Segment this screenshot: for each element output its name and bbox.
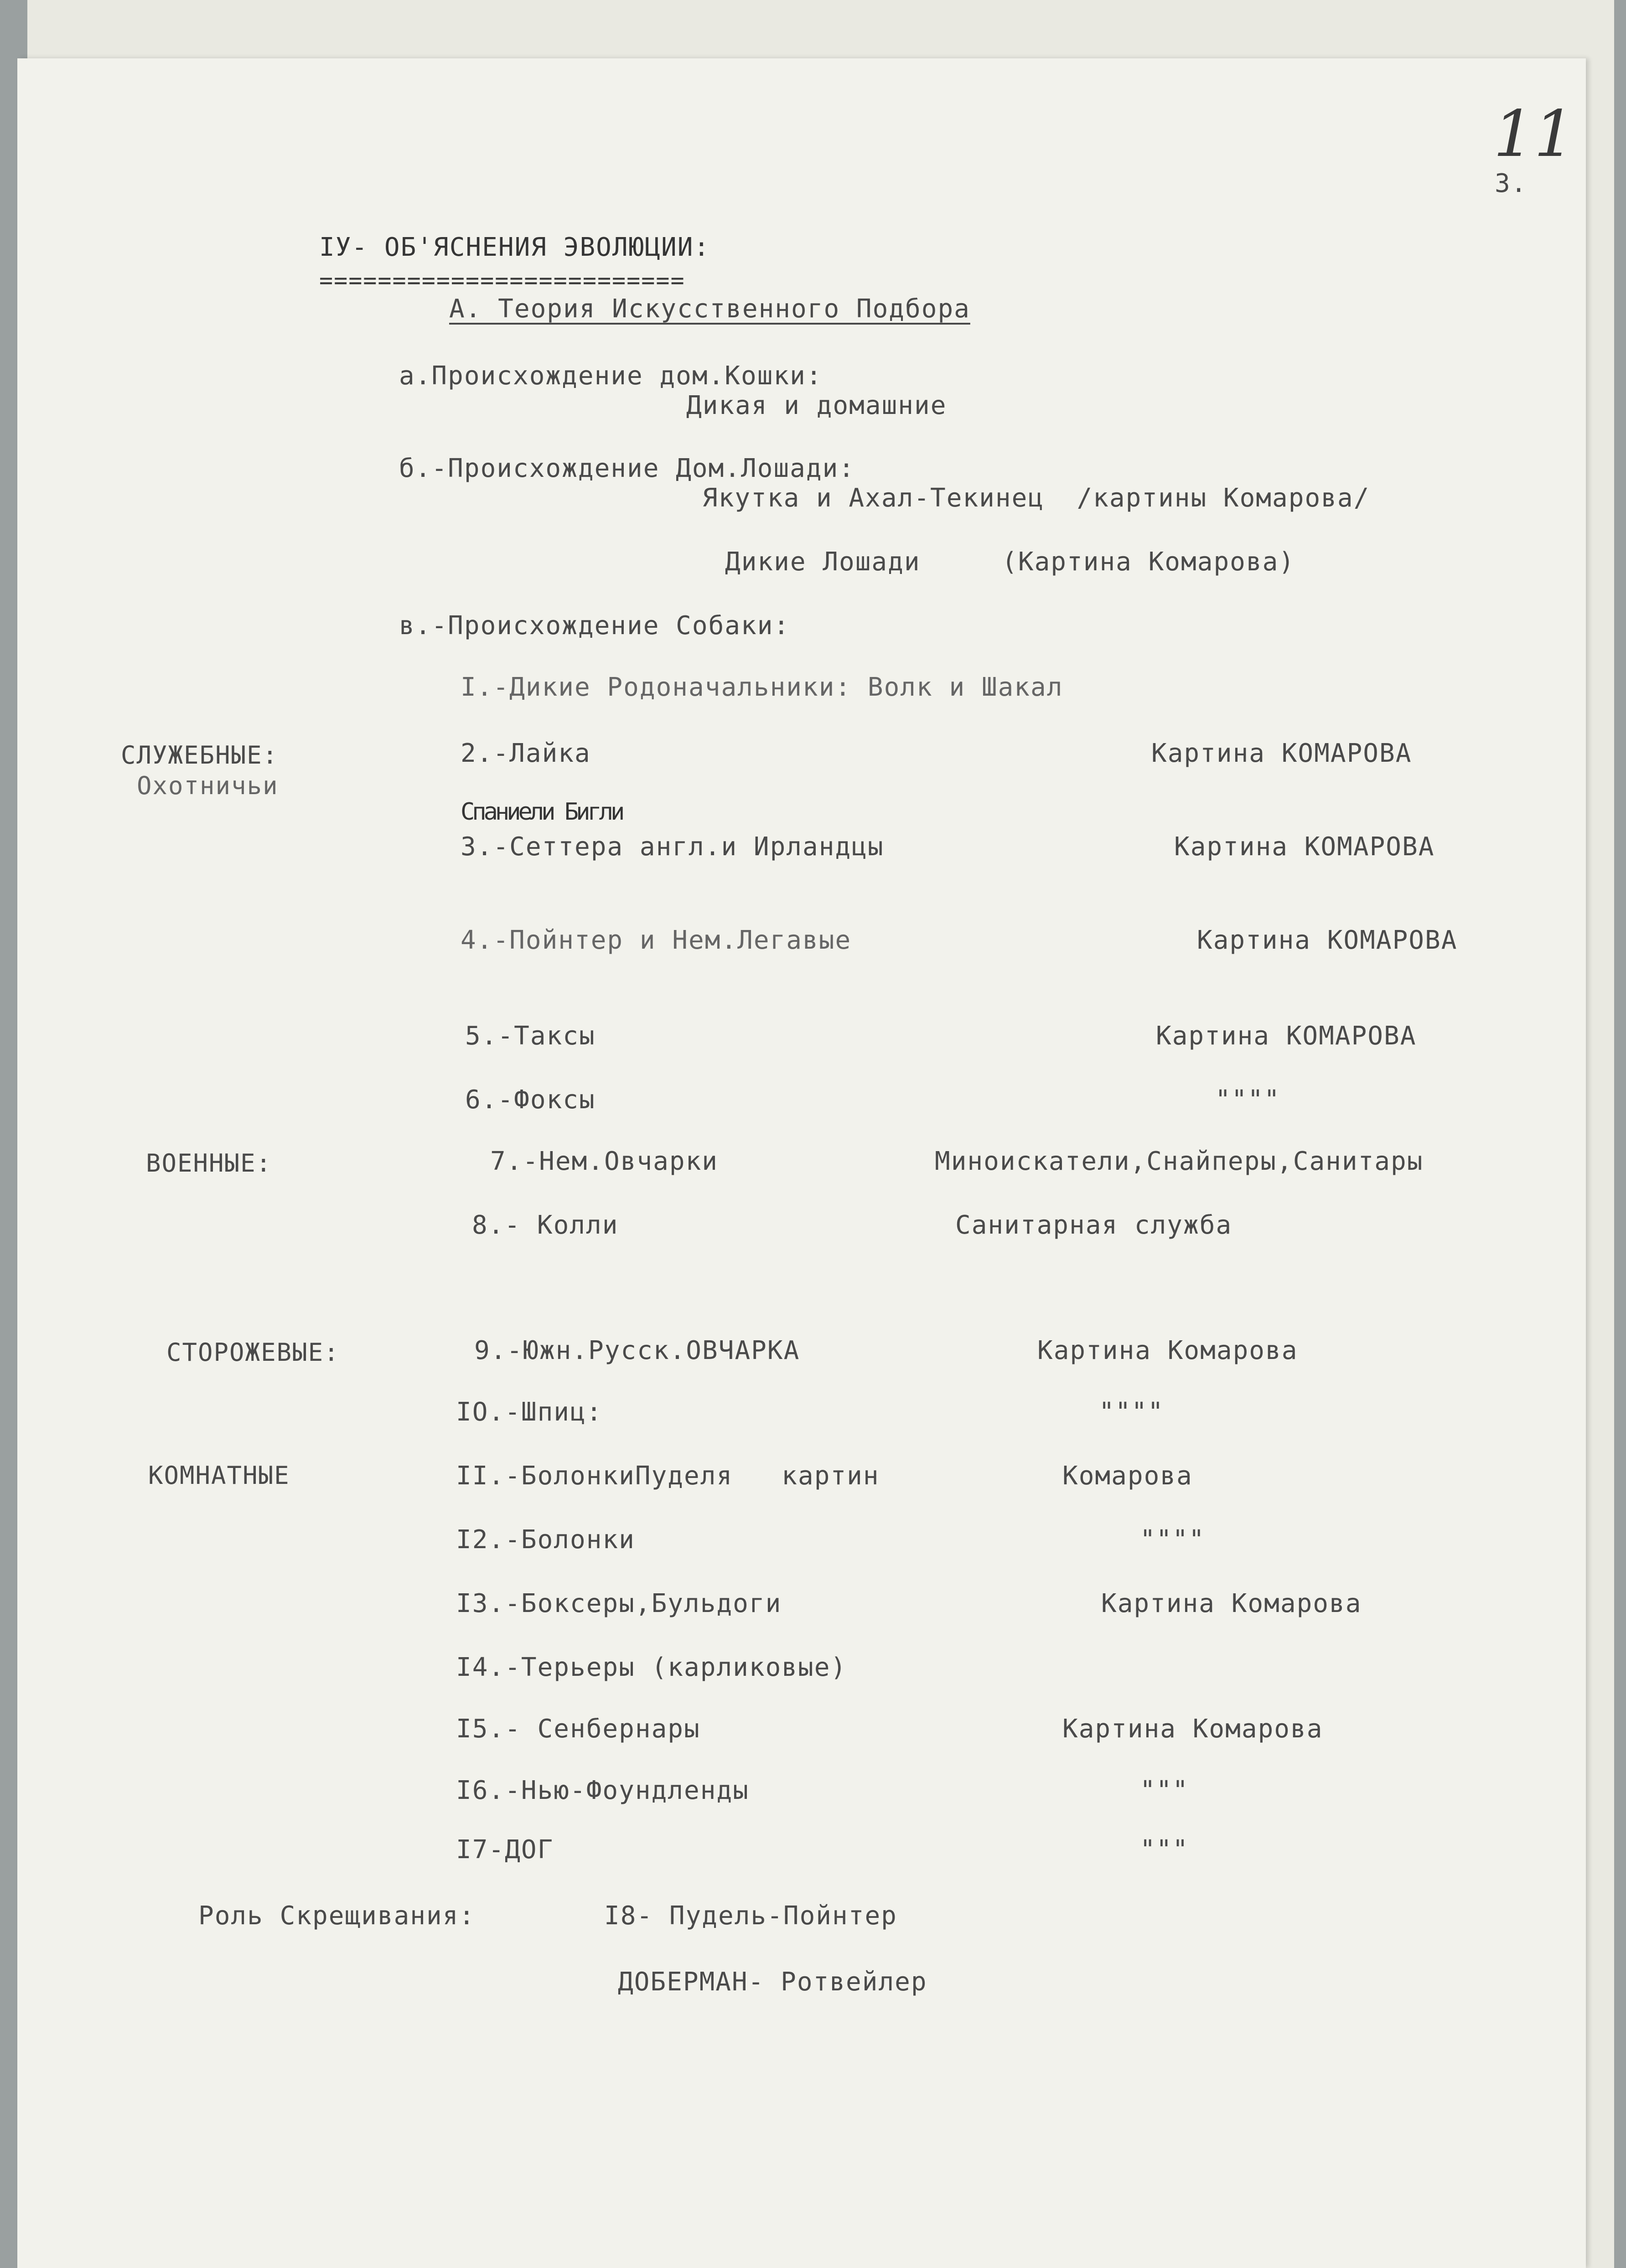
breed-note: Миноискатели,Снайперы,Санитары bbox=[935, 1147, 1424, 1176]
crossbreeding-line-1: I8- Пудель-Пойнтер bbox=[604, 1901, 897, 1931]
breed-note: Картина КОМАРОВА bbox=[1156, 1021, 1417, 1051]
breed-note: Картина КОМАРОВА bbox=[1174, 832, 1435, 862]
breed-name: 2.-Лайка bbox=[461, 739, 591, 768]
page-number: 3. bbox=[1495, 169, 1528, 198]
category-indoor: КОМНАТНЫЕ bbox=[148, 1461, 290, 1490]
breed-note: """" bbox=[1215, 1085, 1280, 1115]
category-military: ВОЕННЫЕ: bbox=[146, 1149, 272, 1178]
horse-heading: б.-Происхождение Дом.Лошади: bbox=[399, 454, 855, 483]
breed-note: """ bbox=[1140, 1776, 1189, 1805]
horse-line-1: Якутка и Ахал-Текинец /картины Комарова/ bbox=[702, 483, 1370, 513]
crossbreeding-label: Роль Скрещивания: bbox=[198, 1901, 476, 1931]
subsection-title: А. Теория Искусственного Подбора bbox=[449, 294, 970, 324]
breed-name: 8.- Колли bbox=[472, 1210, 619, 1240]
breed-name: 7.-Нем.Овчарки bbox=[490, 1147, 719, 1176]
crossbreeding-line-2: ДОБЕРМАН- Ротвейлер bbox=[618, 1967, 927, 1997]
section-title: IУ- ОБ'ЯСНЕНИЯ ЭВОЛЮЦИИ: bbox=[319, 232, 710, 262]
breed-name: 5.-Таксы bbox=[465, 1021, 596, 1051]
breed-name: I5.- Сенбернары bbox=[456, 1714, 700, 1744]
breed-note: Картина Комарова bbox=[1037, 1336, 1298, 1365]
breed-name: IО.-Шпиц: bbox=[456, 1397, 603, 1427]
breed-name: II.-БолонкиПуделя картин bbox=[456, 1461, 880, 1491]
breed-note: """" bbox=[1099, 1397, 1164, 1427]
horse-line-2: Дикие Лошади (Картина Комарова) bbox=[725, 547, 1295, 577]
breed-name: I4.-Терьеры (карликовые) bbox=[456, 1653, 847, 1682]
breed-note: """ bbox=[1140, 1835, 1189, 1865]
breed-note: Комарова bbox=[1062, 1461, 1193, 1491]
category-guard: СТОРОЖЕВЫЕ: bbox=[166, 1338, 340, 1367]
breed-name: I6.-Нью-Фоундленды bbox=[456, 1776, 749, 1805]
breed-note: """" bbox=[1140, 1525, 1205, 1555]
breed-name: 3.-Сеттера англ.и Ирландцы bbox=[461, 832, 884, 862]
breed-note: Картина КОМАРОВА bbox=[1197, 925, 1458, 955]
category-hunting: Охотничьи bbox=[137, 771, 279, 800]
breed-name: I7-ДОГ bbox=[456, 1835, 554, 1865]
breed-note: Картина КОМАРОВА bbox=[1151, 739, 1412, 768]
cat-detail: Дикая и домашние bbox=[686, 391, 947, 420]
dog-heading: в.-Происхождение Собаки: bbox=[399, 611, 790, 641]
category-service: СЛУЖЕБНЫЕ: bbox=[121, 741, 279, 770]
breed-name: I3.-Боксеры,Бульдоги bbox=[456, 1589, 782, 1618]
breed-name: 6.-Фоксы bbox=[465, 1085, 596, 1115]
archive-folio-number: 11 bbox=[1493, 97, 1575, 171]
overstruck-text: Спаниели Бигли bbox=[461, 798, 622, 826]
breed-name: 4.-Пойнтер и Нем.Легавые bbox=[461, 925, 852, 955]
breed-note: Санитарная служба bbox=[955, 1210, 1232, 1240]
dog-wild-ancestors: I.-Дикие Родоначальники: Волк и Шакал bbox=[461, 672, 1063, 702]
breed-name: 9.-Южн.Русск.ОВЧАРКА bbox=[474, 1336, 800, 1365]
breed-note: Картина Комарова bbox=[1062, 1714, 1323, 1744]
section-title-rule: ========================= bbox=[319, 267, 685, 294]
breed-name: I2.-Болонки bbox=[456, 1525, 635, 1555]
cat-heading: а.Происхождение дом.Кошки: bbox=[399, 361, 823, 391]
breed-note: Картина Комарова bbox=[1101, 1589, 1362, 1618]
